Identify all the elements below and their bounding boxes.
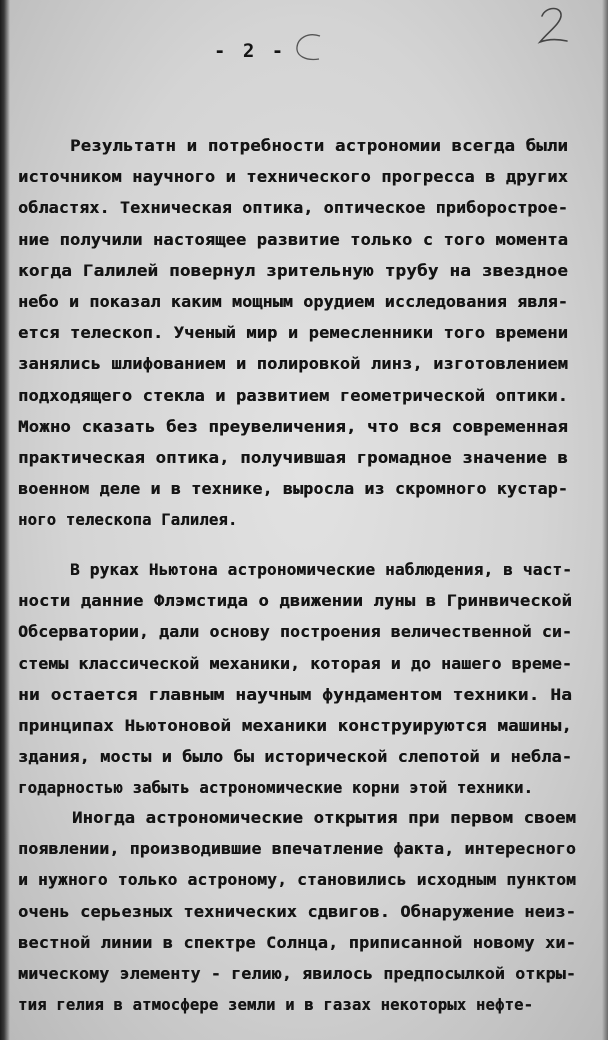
handwritten-page-number: [534, 4, 570, 48]
text-line: источником научного и технического прогресса в других: [18, 168, 569, 187]
pencil-mark-icon: [292, 30, 326, 64]
text-line: ности данние Флэмстида о движении луны в Гринвической: [18, 592, 573, 611]
text-line: ного телескопа Галилея.: [18, 511, 238, 530]
text-line: Можно сказать без преувеличения, что вся современная: [18, 417, 569, 436]
text-line: подходящего стекла и развитием геометрической оптики.: [18, 386, 569, 405]
text-line: ется телескоп. Ученый мир и ремесленники того времени: [18, 324, 569, 343]
text-line: В руках Ньютона астрономические наблюдения, в част-: [70, 561, 573, 579]
text-line: Результатн и потребности астрономии всегда были: [70, 137, 569, 155]
text-line: очень серьезных технических сдвигов. Обнаружение неиз-: [18, 902, 576, 921]
text-line: годарностью забыть астрономические корни этой техники.: [18, 779, 534, 798]
text-line: вестной линии в спектре Солнца, приписанной новому хи-: [18, 933, 576, 952]
text-line: принципах Ньютоновой механики конструируются машины,: [18, 717, 572, 735]
text-line: Иногда астрономические открытия при первом своем: [72, 809, 576, 827]
text-line: стемы классической механики, которая и до нашего време-: [18, 654, 572, 673]
text-line: появлении, производившие впечатление факта, интересного: [18, 840, 576, 859]
text-line: тия гелия в атмосфере земли и в газах некоторых нефте-: [18, 996, 534, 1015]
text-line: областях. Техническая оптика, оптическое приборострое-: [18, 199, 569, 218]
handwritten-two-icon: [534, 4, 570, 48]
text-line: и нужного только астроному, становились исходным пунктом: [18, 871, 577, 890]
text-line: практическая оптика, получившая громадное значение в: [18, 449, 569, 467]
text-line: небо и показал каким мощным орудием исследования явля-: [18, 293, 569, 311]
page-number: - 2 -: [214, 40, 287, 62]
text-line: ни остается главным научным фундаментом техники. На: [18, 685, 573, 704]
text-line: Обсерватории, дали основу построения величественной си-: [18, 623, 572, 642]
text-line: здания, мосты и было бы исторической слепотой и небла-: [18, 748, 573, 767]
text-line: ние получили настоящее развитие только с того момента: [18, 230, 569, 249]
text-line: занялись шлифованием и полировкой линз, изготовлением: [18, 355, 569, 374]
text-line: мическому элементу - гелию, явилось предпосылкой откры-: [18, 965, 576, 983]
text-line: военном деле и в технике, выросла из скромного кустар-: [18, 480, 569, 499]
text-line: когда Галилей повернул зрительную трубу на звездное: [18, 261, 568, 280]
